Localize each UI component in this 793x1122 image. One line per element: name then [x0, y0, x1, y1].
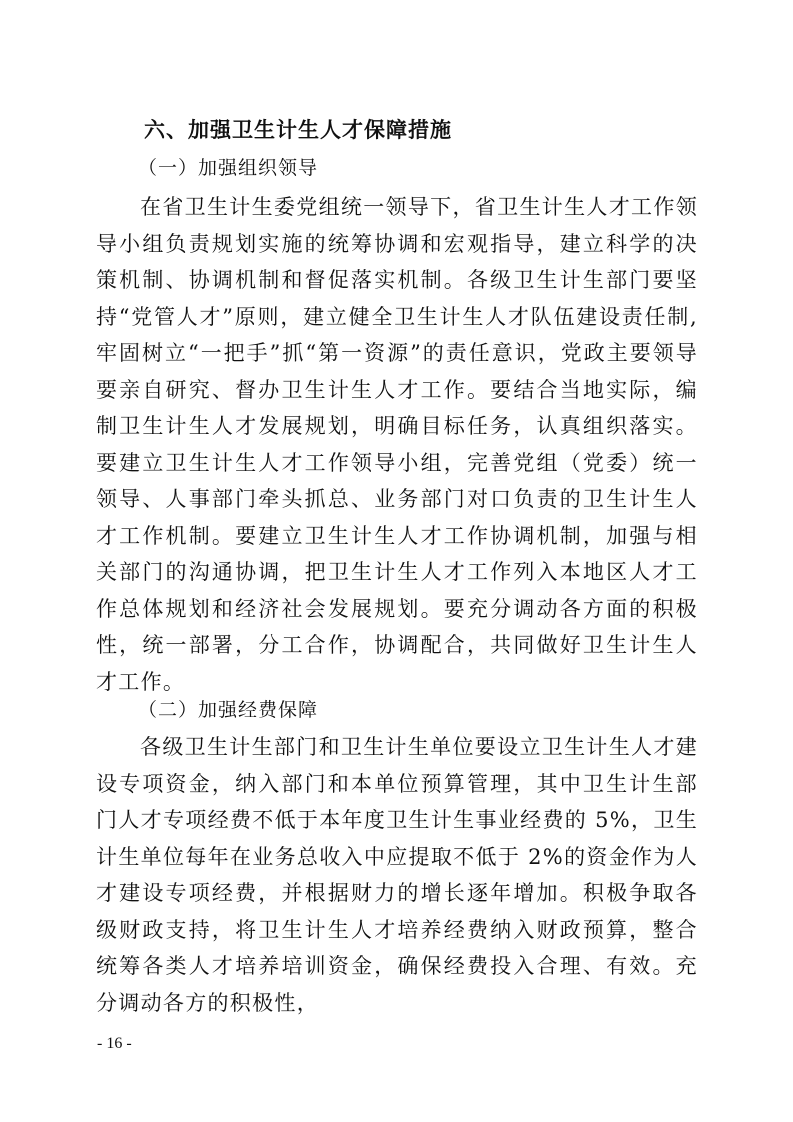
- paragraph-organization: 在省卫生计生委党组统一领导下，省卫生计生人才工作领导小组负责规划实施的统筹协调和宏观指导，建立科学的决策机制、协调机制和督促落实机制。各级卫生计生部门要坚持“党管人才”原则，建立健全卫生计生人才队伍建设责任制,牢固树立“一把手”抓“第一资源”的责任意识，党政主要领导要亲自研究、督办卫生计生人才工作。要结合当地实际，编制卫生计生人才发展规划，明确目标任务，认真组织落实。要建立卫生计生人才工作领导小组，完善党组（党委）统一领导、人事部门牵头抓总、业务部门对口负责的卫生计生人才工作机制。要建立卫生计生人才工作协调机制，加强与相关部门的沟通协调，把卫生计生人才工作列入本地区人才工作总体规划和经济社会发展规划。要充分调动各方面的积极性，统一部署，分工合作，协调配合，共同做好卫生计生人才工作。: [96, 195, 698, 694]
- section-heading: 六、加强卫生计生人才保障措施: [144, 118, 452, 142]
- page-number: - 16 -: [97, 1035, 132, 1052]
- subsection-heading-organization: （一）加强组织领导: [138, 157, 319, 179]
- paragraph-funding: 各级卫生计生部门和卫生计生单位要设立卫生计生人才建设专项资金，纳入部门和本单位预算管理，其中卫生计生部门人才专项经费不低于本年度卫生计生事业经费的 5%，卫生计生单位每年在业务总收入中应提取不低于 2%的资金作为人才建设专项经费，并根据财力的增长逐年增加。积极争取各级财政支持，将卫生计生人才培养经费纳入财政预算，整合统筹各类人才培养培训资金，确保经费投入合理、有效。充分调动各方的积极性，: [96, 735, 698, 1015]
- subsection-heading-funding: （二）加强经费保障: [138, 699, 319, 721]
